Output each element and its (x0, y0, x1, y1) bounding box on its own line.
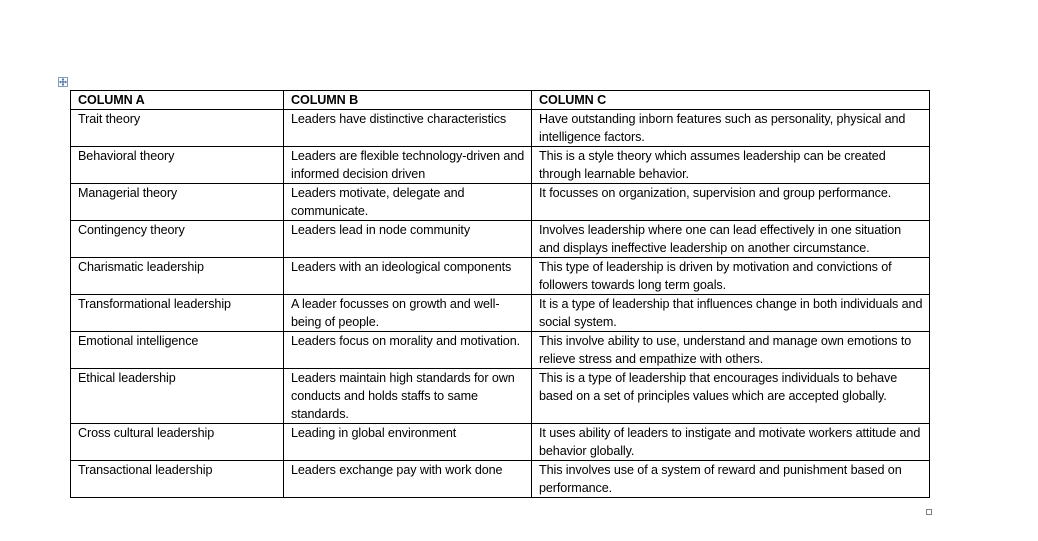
table-row (71, 424, 930, 461)
table-cell-column-c[interactable]: It uses ability of leaders to instigate and motivate workers attitude and behavior globally. (532, 424, 930, 461)
table-cell-column-b[interactable]: Leaders have distinctive characteristics (284, 110, 532, 147)
table-cell-column-a[interactable]: Emotional intelligence (71, 332, 284, 369)
table-cell-column-c[interactable]: This involve ability to use, understand and manage own emotions to relieve stress and empathize with others. (532, 332, 930, 369)
table-cell-column-b[interactable]: Leaders lead in node community (284, 221, 532, 258)
table-cell-column-b[interactable]: Leaders exchange pay with work done (284, 461, 532, 498)
table-cell-column-c[interactable]: Involves leadership where one can lead effectively in one situation and displays ineffective leadership on another circumstance. (532, 221, 930, 258)
table-cell-column-c[interactable]: It is a type of leadership that influences change in both individuals and social system. (532, 295, 930, 332)
table-resize-handle-icon[interactable] (926, 509, 932, 515)
table-cell-column-b[interactable]: Leaders with an ideological components (284, 258, 532, 295)
table-cell-column-c[interactable]: It focusses on organization, supervision and group performance. (532, 184, 930, 221)
table-row (71, 332, 930, 369)
table-row (71, 369, 930, 424)
table-cell-column-b[interactable]: A leader focusses on growth and well-being of people. (284, 295, 532, 332)
header-cell-column-b[interactable]: COLUMN B (284, 91, 532, 110)
table-header-row (71, 91, 930, 110)
four-arrow-move-icon (59, 78, 67, 86)
table-cell-column-b[interactable]: Leading in global environment (284, 424, 532, 461)
table-cell-column-c[interactable]: Have outstanding inborn features such as personality, physical and intelligence factors. (532, 110, 930, 147)
table-cell-column-c[interactable]: This type of leadership is driven by motivation and convictions of followers towards long term goals. (532, 258, 930, 295)
table-cell-column-c[interactable]: This involves use of a system of reward and punishment based on performance. (532, 461, 930, 498)
table-row (71, 184, 930, 221)
table-cell-column-a[interactable]: Cross cultural leadership (71, 424, 284, 461)
table-cell-column-a[interactable]: Behavioral theory (71, 147, 284, 184)
table-row (71, 110, 930, 147)
table-row (71, 221, 930, 258)
table-cell-column-a[interactable]: Managerial theory (71, 184, 284, 221)
header-cell-column-a[interactable]: COLUMN A (71, 91, 284, 110)
table-row (71, 461, 930, 498)
table-cell-column-a[interactable]: Ethical leadership (71, 369, 284, 424)
leadership-theories-table (70, 90, 930, 498)
table-cell-column-a[interactable]: Transformational leadership (71, 295, 284, 332)
table-cell-column-a[interactable]: Contingency theory (71, 221, 284, 258)
table-body (71, 91, 930, 498)
table-cell-column-c[interactable]: This is a type of leadership that encourages individuals to behave based on a set of principles values which are accepted globally. (532, 369, 930, 424)
header-cell-column-c[interactable]: COLUMN C (532, 91, 930, 110)
table-cell-column-c[interactable]: This is a style theory which assumes leadership can be created through learnable behavior. (532, 147, 930, 184)
table-row (71, 258, 930, 295)
table-cell-column-a[interactable]: Charismatic leadership (71, 258, 284, 295)
table-cell-column-a[interactable]: Transactional leadership (71, 461, 284, 498)
table-cell-column-a[interactable]: Trait theory (71, 110, 284, 147)
table-cell-column-b[interactable]: Leaders maintain high standards for own conducts and holds staffs to same standards. (284, 369, 532, 424)
table-cell-column-b[interactable]: Leaders motivate, delegate and communicate. (284, 184, 532, 221)
table-row (71, 295, 930, 332)
table-row (71, 147, 930, 184)
table-cell-column-b[interactable]: Leaders are flexible technology-driven and informed decision driven (284, 147, 532, 184)
table-move-handle-icon[interactable] (58, 77, 68, 87)
table-cell-column-b[interactable]: Leaders focus on morality and motivation. (284, 332, 532, 369)
